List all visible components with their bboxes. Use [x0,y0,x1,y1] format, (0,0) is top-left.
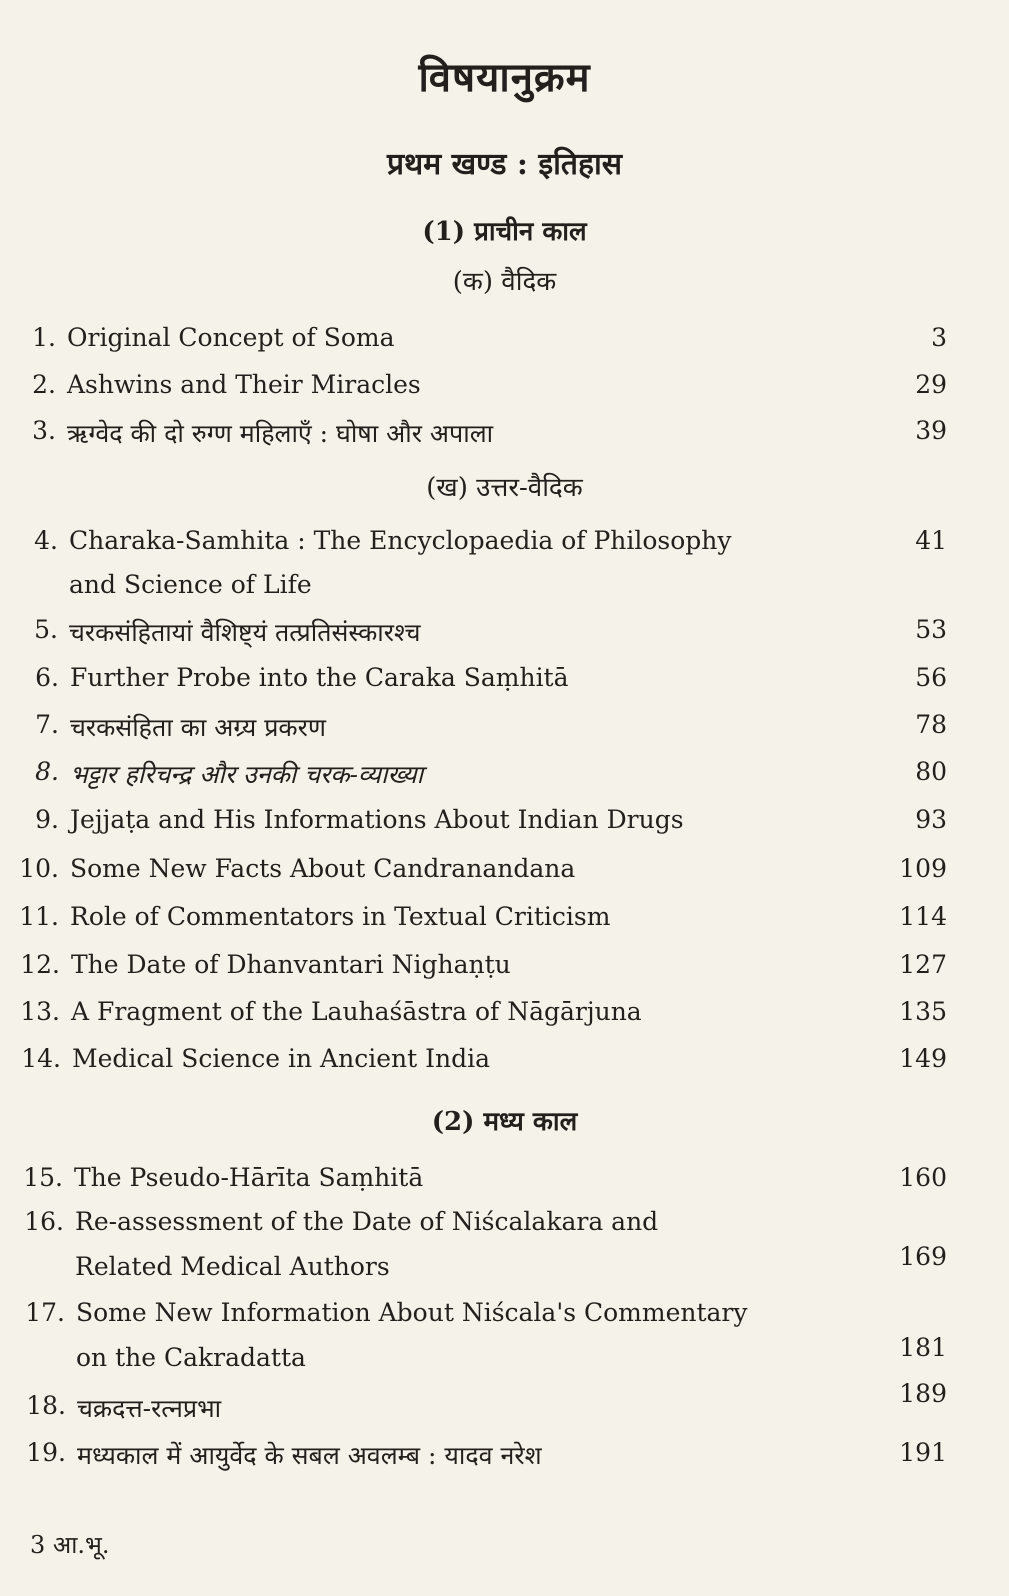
entry-title: Some New Information About Niścala's Commentary [76,1298,748,1327]
entry-number: 16. [24,1207,64,1236]
entry-page: 80 [915,757,947,786]
entry-number: 18. [26,1391,66,1420]
subsection-heading-vedic: (क) वैदिक [452,267,557,297]
subsection-heading-post-vedic: (ख) उत्तर-वैदिक [426,473,583,503]
entry-title-continuation: Related Medical Authors [75,1252,390,1281]
entry-page: 149 [899,1044,947,1073]
entry-number: 11. [19,902,59,931]
entry-number: 12. [20,950,60,979]
entry-title: Further Probe into the Caraka Saṃhitā [70,663,569,692]
entry-page: 41 [915,526,947,555]
entry-number: 3. [32,416,56,445]
entry-title: मध्यकाल में आयुर्वेद के सबल अवलम्ब : यादव नरेश [77,1441,542,1470]
entry-page: 189 [899,1379,947,1408]
entry-title: ऋग्वेद की दो रुग्ण महिलाएँ : घोषा और अपाला [67,419,494,448]
entry-page: 53 [915,615,947,644]
entry-title-continuation: and Science of Life [69,570,312,599]
entry-page: 78 [915,710,947,739]
page-title: विषयानुक्रम [418,54,591,101]
section-heading-medieval: (2) मध्य काल [431,1107,578,1137]
page-signature: 3 आ.भू. [30,1531,110,1559]
entry-page: 169 [899,1242,947,1271]
entry-number: 4. [34,526,58,555]
entry-title: The Pseudo-Hārīta Saṃhitā [74,1163,424,1192]
entry-page: 127 [899,950,947,979]
entry-title: Some New Facts About Candranandana [70,854,576,883]
entry-number: 1. [32,323,56,352]
entry-number: 8. [35,757,59,786]
entry-page: 181 [899,1333,947,1362]
entry-title: The Date of Dhanvantari Nighaṇṭu [71,950,511,979]
entry-page: 3 [931,323,947,352]
entry-title: Role of Commentators in Textual Criticism [70,902,611,931]
part-title: प्रथम खण्ड : इतिहास [386,147,622,182]
entry-page: 56 [915,663,947,692]
section-heading-ancient: (1) प्राचीन काल [422,217,587,247]
entry-page: 191 [899,1438,947,1467]
entry-title: भट्टार हरिचन्द्र और उनकी चरक-व्याख्या [70,760,424,789]
entry-title: चरकसंहितायां वैशिष्ट्यं तत्प्रतिसंस्कारश्च [69,618,421,647]
entry-number: 10. [19,854,59,883]
entry-title: Re-assessment of the Date of Niścalakara and [75,1207,659,1236]
entry-title: A Fragment of the Lauhaśāstra of Nāgārjuna [71,997,642,1026]
entry-page: 39 [915,416,947,445]
entry-page: 109 [899,854,947,883]
entry-title: Charaka-Samhita : The Encyclopaedia of Philosophy [69,526,732,555]
entry-title: Jejjaṭa and His Informations About Indian Drugs [70,805,684,834]
entry-number: 2. [32,370,56,399]
entry-number: 13. [20,997,60,1026]
entry-page: 114 [899,902,947,931]
entry-title: Original Concept of Soma [67,323,395,352]
entry-page: 135 [899,997,947,1026]
entry-page: 160 [899,1163,947,1192]
entry-page: 93 [915,805,947,834]
entry-number: 14. [21,1044,61,1073]
entry-title-continuation: on the Cakradatta [76,1343,306,1372]
entry-title: चक्रदत्त-रत्नप्रभा [77,1394,222,1423]
entry-number: 17. [25,1298,65,1327]
entry-title: Ashwins and Their Miracles [67,370,421,399]
entry-number: 6. [35,663,59,692]
entry-number: 9. [35,805,59,834]
entry-number: 15. [23,1163,63,1192]
entry-number: 19. [26,1438,66,1467]
entry-number: 5. [34,615,58,644]
entry-title: चरकसंहिता का अग्र्य प्रकरण [70,713,326,742]
entry-page: 29 [915,370,947,399]
entry-number: 7. [35,710,59,739]
entry-title: Medical Science in Ancient India [72,1044,490,1073]
